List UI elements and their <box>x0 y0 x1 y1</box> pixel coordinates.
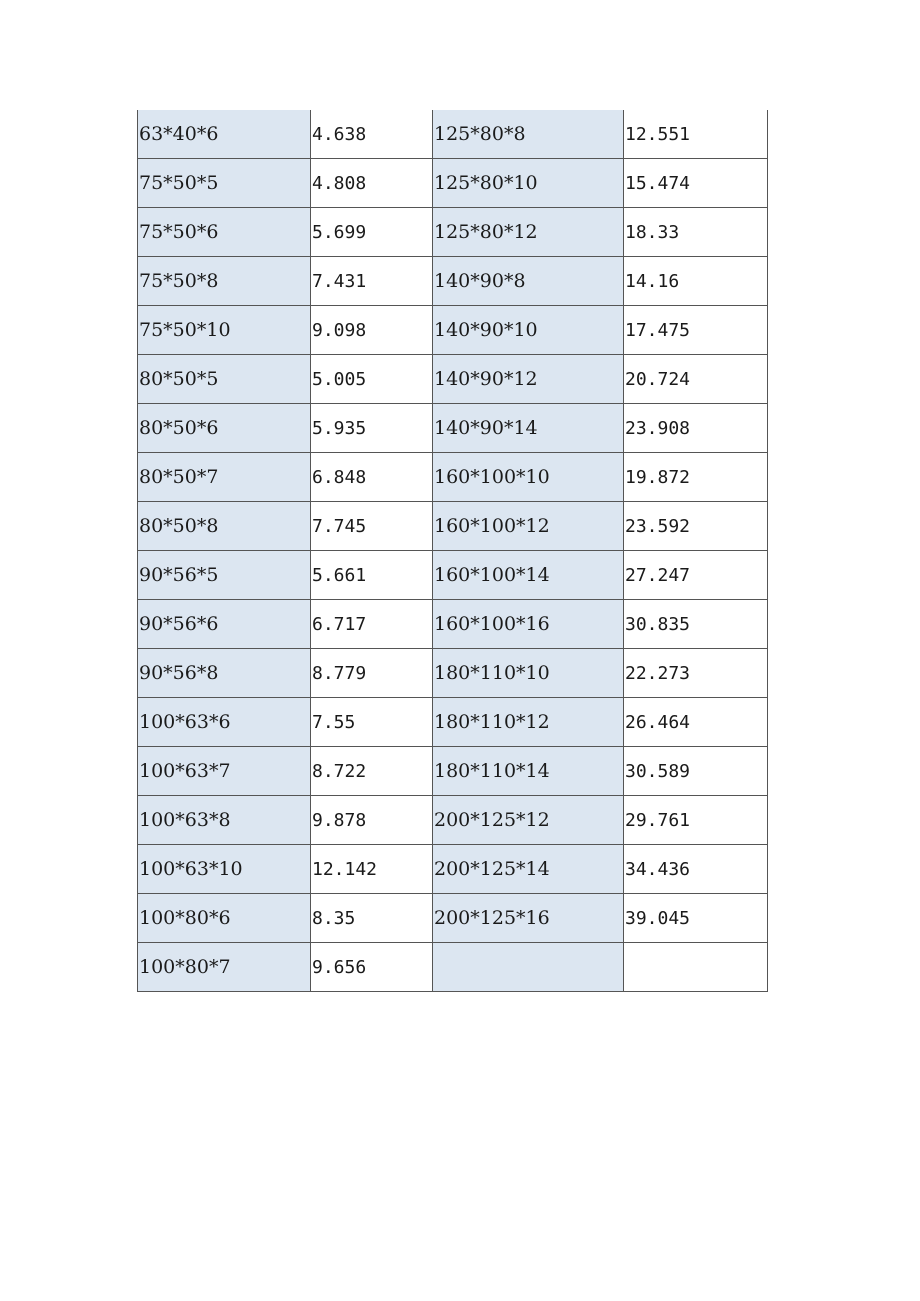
weight-cell: 4.808 <box>311 159 433 208</box>
spec-cell: 140*90*10 <box>433 306 624 355</box>
table-row <box>138 502 768 551</box>
weight-cell: 26.464 <box>624 698 768 747</box>
weight-cell: 30.835 <box>624 600 768 649</box>
spec-cell: 200*125*16 <box>433 894 624 943</box>
weight-cell: 17.475 <box>624 306 768 355</box>
spec-cell: 90*56*5 <box>138 551 311 600</box>
spec-cell: 75*50*10 <box>138 306 311 355</box>
weight-cell: 9.098 <box>311 306 433 355</box>
table-row <box>138 600 768 649</box>
spec-cell: 160*100*12 <box>433 502 624 551</box>
table-row <box>138 649 768 698</box>
weight-cell: 15.474 <box>624 159 768 208</box>
weight-cell: 8.779 <box>311 649 433 698</box>
weight-cell: 5.699 <box>311 208 433 257</box>
spec-cell: 160*100*14 <box>433 551 624 600</box>
spec-cell: 90*56*8 <box>138 649 311 698</box>
table-body <box>138 110 768 992</box>
spec-cell: 140*90*8 <box>433 257 624 306</box>
spec-cell: 125*80*8 <box>433 110 624 159</box>
spec-cell: 200*125*14 <box>433 845 624 894</box>
spec-cell: 100*63*7 <box>138 747 311 796</box>
weight-cell: 9.878 <box>311 796 433 845</box>
table-row <box>138 747 768 796</box>
spec-cell: 80*50*5 <box>138 355 311 404</box>
weight-cell: 6.717 <box>311 600 433 649</box>
table-row <box>138 355 768 404</box>
weight-cell: 8.722 <box>311 747 433 796</box>
table-row <box>138 257 768 306</box>
spec-cell: 160*100*16 <box>433 600 624 649</box>
table-row <box>138 894 768 943</box>
spec-cell: 80*50*6 <box>138 404 311 453</box>
spec-cell: 180*110*10 <box>433 649 624 698</box>
weight-cell: 12.142 <box>311 845 433 894</box>
weight-cell: 4.638 <box>311 110 433 159</box>
table-row <box>138 698 768 747</box>
table-row <box>138 110 768 159</box>
weight-cell: 5.005 <box>311 355 433 404</box>
weight-cell: 29.761 <box>624 796 768 845</box>
spec-cell: 80*50*7 <box>138 453 311 502</box>
spec-cell: 125*80*10 <box>433 159 624 208</box>
weight-cell: 8.35 <box>311 894 433 943</box>
weight-cell: 39.045 <box>624 894 768 943</box>
weight-cell: 5.935 <box>311 404 433 453</box>
weight-cell: 9.656 <box>311 943 433 992</box>
weight-cell: 30.589 <box>624 747 768 796</box>
table-row <box>138 159 768 208</box>
table-row <box>138 306 768 355</box>
weight-cell: 7.55 <box>311 698 433 747</box>
spec-cell: 80*50*8 <box>138 502 311 551</box>
weight-cell: 20.724 <box>624 355 768 404</box>
table-row <box>138 551 768 600</box>
spec-cell: 100*63*8 <box>138 796 311 845</box>
spec-cell: 100*80*6 <box>138 894 311 943</box>
table-row <box>138 208 768 257</box>
spec-cell: 140*90*12 <box>433 355 624 404</box>
spec-cell: 160*100*10 <box>433 453 624 502</box>
weight-cell: 7.745 <box>311 502 433 551</box>
spec-cell: 125*80*12 <box>433 208 624 257</box>
spec-cell: 140*90*14 <box>433 404 624 453</box>
weight-cell: 34.436 <box>624 845 768 894</box>
weight-cell: 14.16 <box>624 257 768 306</box>
weight-cell: 19.872 <box>624 453 768 502</box>
spec-cell: 180*110*12 <box>433 698 624 747</box>
spec-cell: 100*63*6 <box>138 698 311 747</box>
weight-cell: 18.33 <box>624 208 768 257</box>
weight-cell: 27.247 <box>624 551 768 600</box>
spec-cell: 63*40*6 <box>138 110 311 159</box>
spec-cell: 75*50*6 <box>138 208 311 257</box>
spec-cell <box>433 943 624 992</box>
spec-cell: 200*125*12 <box>433 796 624 845</box>
table-row <box>138 943 768 992</box>
weight-cell: 5.661 <box>311 551 433 600</box>
steel-spec-table <box>137 110 768 992</box>
weight-cell: 23.908 <box>624 404 768 453</box>
spec-cell: 180*110*14 <box>433 747 624 796</box>
spec-cell: 75*50*8 <box>138 257 311 306</box>
table-row <box>138 453 768 502</box>
table-row <box>138 845 768 894</box>
spec-cell: 100*63*10 <box>138 845 311 894</box>
spec-cell: 75*50*5 <box>138 159 311 208</box>
table-row <box>138 404 768 453</box>
weight-cell: 23.592 <box>624 502 768 551</box>
weight-cell: 12.551 <box>624 110 768 159</box>
weight-cell: 6.848 <box>311 453 433 502</box>
spec-cell: 100*80*7 <box>138 943 311 992</box>
weight-cell <box>624 943 768 992</box>
spec-cell: 90*56*6 <box>138 600 311 649</box>
weight-cell: 22.273 <box>624 649 768 698</box>
table-row <box>138 796 768 845</box>
weight-cell: 7.431 <box>311 257 433 306</box>
